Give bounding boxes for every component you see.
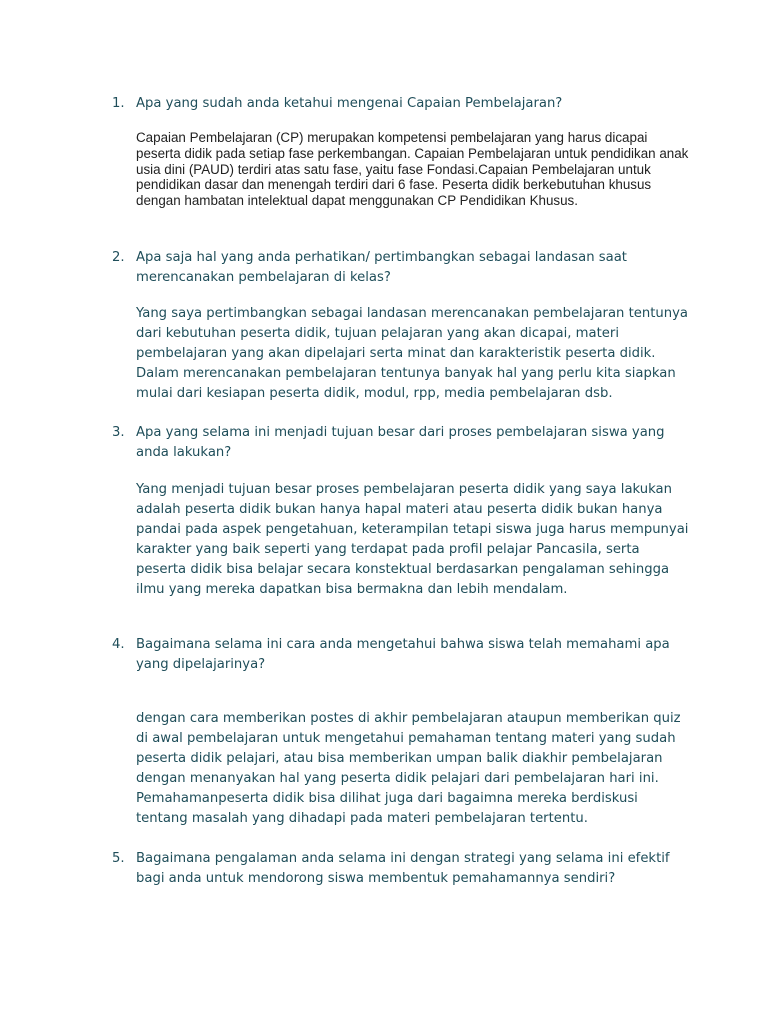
answer-text: Yang saya pertimbangkan sebagai landasan merencanakan pembelajaran tentunya dari kebutuhan peserta didik, tujuan pelajaran yang akan dicapai, materi pembelajaran yang akan dipelajari serta minat dan karakteristik peserta didik. Dalam merencanakan pembelajaran tentunya banyak hal yang perlu kita siapkan mulai dari kesiapan peserta didik, modul, rpp, media pembelajaran dsb. — [136, 306, 689, 401]
qa-item-1 — [112, 94, 692, 209]
qa-item-3 — [112, 423, 692, 600]
question-text: Bagaimana pengalaman anda selama ini dengan strategi yang selama ini efektif bagi anda untuk mendorong siswa membentuk pemahamannya sendiri? — [136, 851, 670, 886]
question-number: 1. — [112, 96, 125, 111]
question-text: Bagaimana selama ini cara anda mengetahui bahwa siswa telah memahami apa yang dipelajarinya? — [136, 637, 670, 672]
qa-item-2 — [112, 248, 692, 404]
question-text: Apa saja hal yang anda perhatikan/ pertimbangkan sebagai landasan saat merencanakan pembelajaran di kelas? — [136, 250, 627, 285]
qa-item-4 — [112, 635, 692, 829]
question-number: 5. — [112, 851, 125, 866]
question-text: Apa yang selama ini menjadi tujuan besar dari proses pembelajaran siswa yang anda lakukan? — [136, 425, 665, 460]
question-text: Apa yang sudah anda ketahui mengenai Capaian Pembelajaran? — [136, 96, 563, 111]
answer-text: Capaian Pembelajaran (CP) merupakan kompetensi pembelajaran yang harus dicapai peserta didik pada setiap fase perkembangan. Capaian Pembelajaran untuk pendidikan anak usia dini (PAUD) terdiri atas satu fase, yaitu fase Fondasi.Capaian Pembelajaran untuk pendidikan dasar dan menengah terdiri dari 6 fase. Peserta didik berkebutuhan khusus dengan hambatan intelektual dapat menggunakan CP Pendidikan Khusus. — [136, 130, 689, 209]
question-number: 4. — [112, 637, 125, 652]
answer-text: dengan cara memberikan postes di akhir pembelajaran ataupun memberikan quiz di awal pembelajaran untuk mengetahui pemahaman tentang materi yang sudah peserta didik pelajari, atau bisa memberikan umpan balik diakhir pembelajaran dengan menanyakan hal yang peserta didik pelajari dari pembelajaran hari ini. Pemahamanpeserta didik bisa dilihat juga dari bagaimna mereka berdiskusi tentang masalah yang dihadapi pada materi pembelajaran tertentu. — [136, 711, 681, 826]
question-number: 3. — [112, 425, 125, 440]
qa-item-5 — [112, 849, 692, 889]
answer-text: Yang menjadi tujuan besar proses pembelajaran peserta didik yang saya lakukan adalah peserta didik bukan hanya hapal materi atau peserta didik bukan hanya pandai pada aspek pengetahuan, keterampilan tetapi siswa juga harus mempunyai karakter yang baik seperti yang terdapat pada profil pelajar Pancasila, serta peserta didik bisa belajar secara konstektual berdasarkan pengalaman sehingga ilmu yang mereka dapatkan bisa bermakna dan lebih mendalam. — [136, 482, 689, 597]
question-number: 2. — [112, 250, 125, 265]
